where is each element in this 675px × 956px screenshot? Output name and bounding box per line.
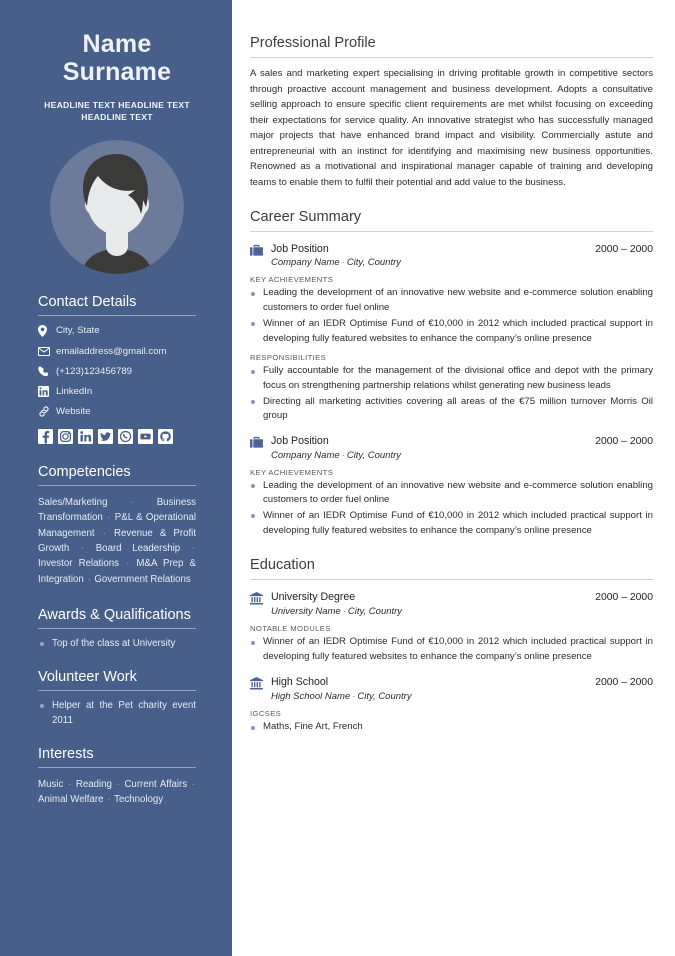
interests-list [38,777,196,808]
name-block [38,0,196,124]
keyword-separator: · [104,794,114,806]
whatsapp-icon[interactable] [118,429,133,444]
keyword-separator: · [84,573,94,585]
bullet-item: Directing all marketing activities covering all areas of the €75 million turnover Morris Oil group [250,395,653,425]
last-name: Surname [62,58,172,86]
contact-list [38,325,196,417]
education-section [250,556,653,735]
awards-heading: Awards & Qualifications [38,606,196,629]
entry-group-label: RESPONSIBILITIES [250,353,327,363]
competencies-heading: Competencies [38,463,196,486]
entry-organisation: Company Name [271,257,340,269]
entry-title: High School [271,676,329,689]
entry-title-row [271,591,653,604]
keyword-item: Revenue & Profit Growth [38,527,197,555]
professional-profile-heading: Professional Profile [250,34,653,58]
career-entries [250,243,653,538]
contact-details-heading: Contact Details [38,293,196,316]
contact-website-text: Website [56,405,91,417]
entry-bullet-list [250,364,653,424]
career-summary-section [250,208,653,538]
volunteer-section [38,668,196,729]
keyword-item: Animal Welfare [38,794,104,806]
entry-title-row [271,243,653,256]
entry-subtitle [271,691,653,702]
university-icon [250,677,263,690]
contact-item-email[interactable] [38,346,196,358]
entry-bullet-list [250,479,653,539]
briefcase-icon [250,435,271,448]
cv-entry [250,676,653,735]
competencies-list [38,495,196,587]
bullet-item: Fully accountable for the management of the divisional office and depot with the primary focus on strengthening partnership relations whilst generating new business leads [250,364,653,394]
twitter-icon[interactable] [98,429,113,444]
keyword-item: Government Relations [94,573,191,585]
main-content [232,0,675,956]
keyword-separator: · [95,527,113,539]
contact-item-location[interactable] [38,325,196,337]
entry-header [250,243,653,256]
entry-group-label: KEY ACHIEVEMENTS [250,275,334,285]
list-item: Helper at the Pet charity event 2011 [38,699,196,728]
interests-heading: Interests [38,745,196,768]
entry-title: University Degree [271,591,356,604]
keyword-item: Business Transformation [38,497,196,524]
github-icon[interactable] [158,429,173,444]
briefcase-icon [250,244,263,256]
entry-title-row [271,676,653,689]
entry-dates: 2000 – 2000 [595,592,653,604]
contact-location-text: City, State [56,325,100,337]
phone-icon [38,366,55,377]
entry-header [250,435,653,448]
linkedin-icon [38,386,55,397]
entry-title-row [271,435,653,448]
briefcase-icon [250,243,271,256]
sidebar [0,0,232,956]
awards-section [38,606,196,652]
avatar-placeholder-icon [50,140,184,274]
contact-phone-text: (+123)123456789 [56,365,133,377]
contact-email-text: emailaddress@gmail.com [56,345,167,357]
entry-organisation: University Name [271,606,341,618]
link-icon [38,406,55,417]
envelope-icon [38,347,55,356]
subtitle-separator: · [342,606,346,618]
keyword-item: P&L & Operational Management [38,512,196,539]
education-heading: Education [250,556,653,580]
bullet-item: Leading the development of an innovative new website and e-commerce solution enabling customers to order fuel online [250,286,653,316]
entry-title: Job Position [271,435,329,448]
keyword-separator: · [64,778,75,790]
entry-location: City, Country [346,257,402,269]
first-name: Name [82,30,152,58]
entry-header [250,676,653,690]
youtube-icon[interactable] [138,429,153,444]
keyword-item: Investor Relations [38,558,119,570]
entry-location: City, Country [357,691,412,703]
keyword-item: M&A Prep & Integration [38,558,197,585]
cv-entry [250,243,653,424]
entry-location: City, Country [347,606,403,618]
social-links-row [38,429,196,444]
entry-location: City, Country [346,449,402,461]
entry-dates: 2000 – 2000 [595,677,653,689]
keyword-item: Music [38,778,64,790]
entry-subtitle [271,257,653,268]
university-icon [250,676,271,690]
contact-details-section [38,293,196,444]
entry-group-label: NOTABLE MODULES [250,624,331,634]
competencies-section [38,463,196,587]
briefcase-icon [250,436,263,448]
avatar [50,140,184,274]
entry-subtitle [271,606,653,617]
contact-linkedin-text: LinkedIn [56,385,93,397]
professional-profile-section [250,34,653,190]
location-pin-icon [38,325,55,337]
bullet-item: Winner of an IEDR Optimise Fund of €10,000 in 2012 which included practical support in developing fully featured websites to enhance the company’s online presence [250,317,653,347]
keyword-separator: · [119,558,136,570]
list-item: Top of the class at University [38,637,196,652]
subtitle-separator: · [352,691,356,703]
education-entries [250,591,653,735]
bullet-item: Winner of an IEDR Optimise Fund of €10,000 in 2012 which included practical support in developing fully featured websites to enhance the company’s online presence [250,635,653,665]
university-icon [250,592,263,605]
keyword-item: Sales/Marketing [38,497,108,509]
keyword-item: Current Affairs [124,778,188,790]
entry-organisation: High School Name [271,691,351,703]
keyword-separator: · [103,512,114,524]
entry-title: Job Position [271,243,329,256]
keyword-separator: · [108,497,156,509]
bullet-item: Winner of an IEDR Optimise Fund of €10,000 in 2012 which included practical support in developing fully featured websites to enhance the company’s online presence [250,509,653,539]
keyword-separator: · [188,778,196,790]
entry-bullet-list [250,286,653,346]
career-summary-heading: Career Summary [250,208,653,232]
entry-subtitle [271,450,653,461]
entry-dates: 2000 – 2000 [595,436,653,448]
university-icon [250,591,271,605]
entry-dates: 2000 – 2000 [595,244,653,256]
professional-profile-body: A sales and marketing expert specialising in driving profitable growth in competitive sectors through proactive account management and business development. Adopts a consultative selling approach to ensure specific client requirements are met whilst focusing on exceeding their expectations for service quality. An innovative strategist who has successfully managed major projects that have enhanced brand impact and visibility. Commercially astute and entrepreneurial with an instinct for identifying and maximising new business opportunities. Renowned as a motivational and inspirational manager capable of training and developing teams to enable them to fulfil their potential and add value to the business. [250,67,653,188]
interests-section [38,745,196,808]
keyword-separator: · [181,543,195,555]
contact-item-linkedin[interactable] [38,386,196,398]
keyword-item: Reading [75,778,112,790]
awards-list [38,637,196,652]
subtitle-separator: · [341,257,345,269]
linkedin-icon[interactable] [78,429,93,444]
bullet-item: Leading the development of an innovative new website and e-commerce solution enabling customers to order fuel online [250,479,653,509]
volunteer-list [38,699,196,728]
entry-bullet-list [250,720,653,735]
entry-organisation: Company Name [271,449,340,461]
volunteer-heading: Volunteer Work [38,668,196,691]
instagram-icon[interactable] [58,429,73,444]
cv-entry [250,435,653,538]
keyword-separator: · [112,778,124,790]
entry-header [250,591,653,605]
bullet-item: Maths, Fine Art, French [250,720,653,735]
headline-text: HEADLINE TEXT HEADLINE TEXT HEADLINE TEXT [44,100,190,123]
contact-item-website[interactable] [38,406,196,418]
subtitle-separator: · [341,449,345,461]
cv-entry [250,591,653,665]
entry-group-label: IGCSES [250,709,282,719]
keyword-item: Technology [114,794,164,806]
keyword-separator: · [70,543,95,555]
contact-item-phone[interactable] [38,366,196,378]
entry-group-label: KEY ACHIEVEMENTS [250,467,334,477]
entry-bullet-list [250,635,653,665]
facebook-icon[interactable] [38,429,53,444]
keyword-item: Board Leadership [95,543,181,555]
